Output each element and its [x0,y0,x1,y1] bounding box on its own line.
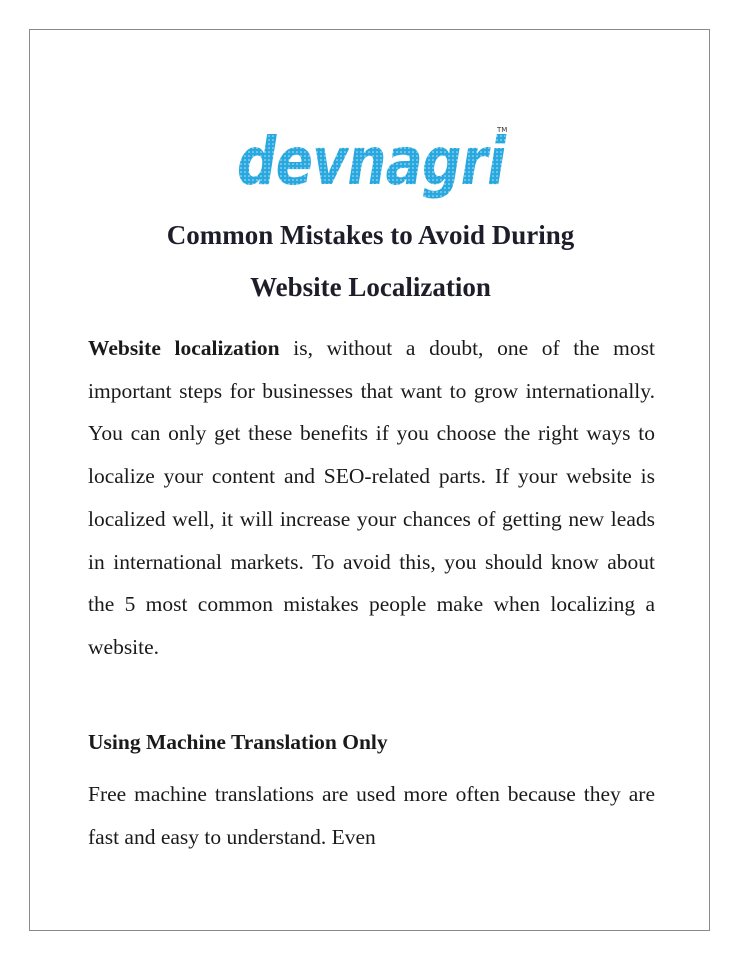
section-paragraph: Free machine translations are used more often because they are fast and easy to understand. Even [88,782,655,849]
logo-graphic [235,122,515,200]
document-page [29,29,710,931]
document-title-line-2: Website Localization [250,272,491,302]
intro-bold-lead: Website localization [88,336,280,360]
section-heading: Using Machine Translation Only [88,730,388,754]
document-title-line-1: Common Mistakes to Avoid During [166,220,575,250]
logo-wordmark: devnagri [237,123,507,200]
intro-text: is, without a doubt, one of the most important steps for businesses that want to grow internationally. You can only get these benefits if you choose the right ways to localize your content and SEO-related parts. If your website is localized well, it will increase your chances of getting new leads in international markets. To avoid this, you should know about the 5 most common mistakes people make when localizing a website. [88,336,655,659]
intro-paragraph [88,327,655,669]
devnagri-logo [235,122,515,200]
trademark-mark: TM [497,126,508,134]
